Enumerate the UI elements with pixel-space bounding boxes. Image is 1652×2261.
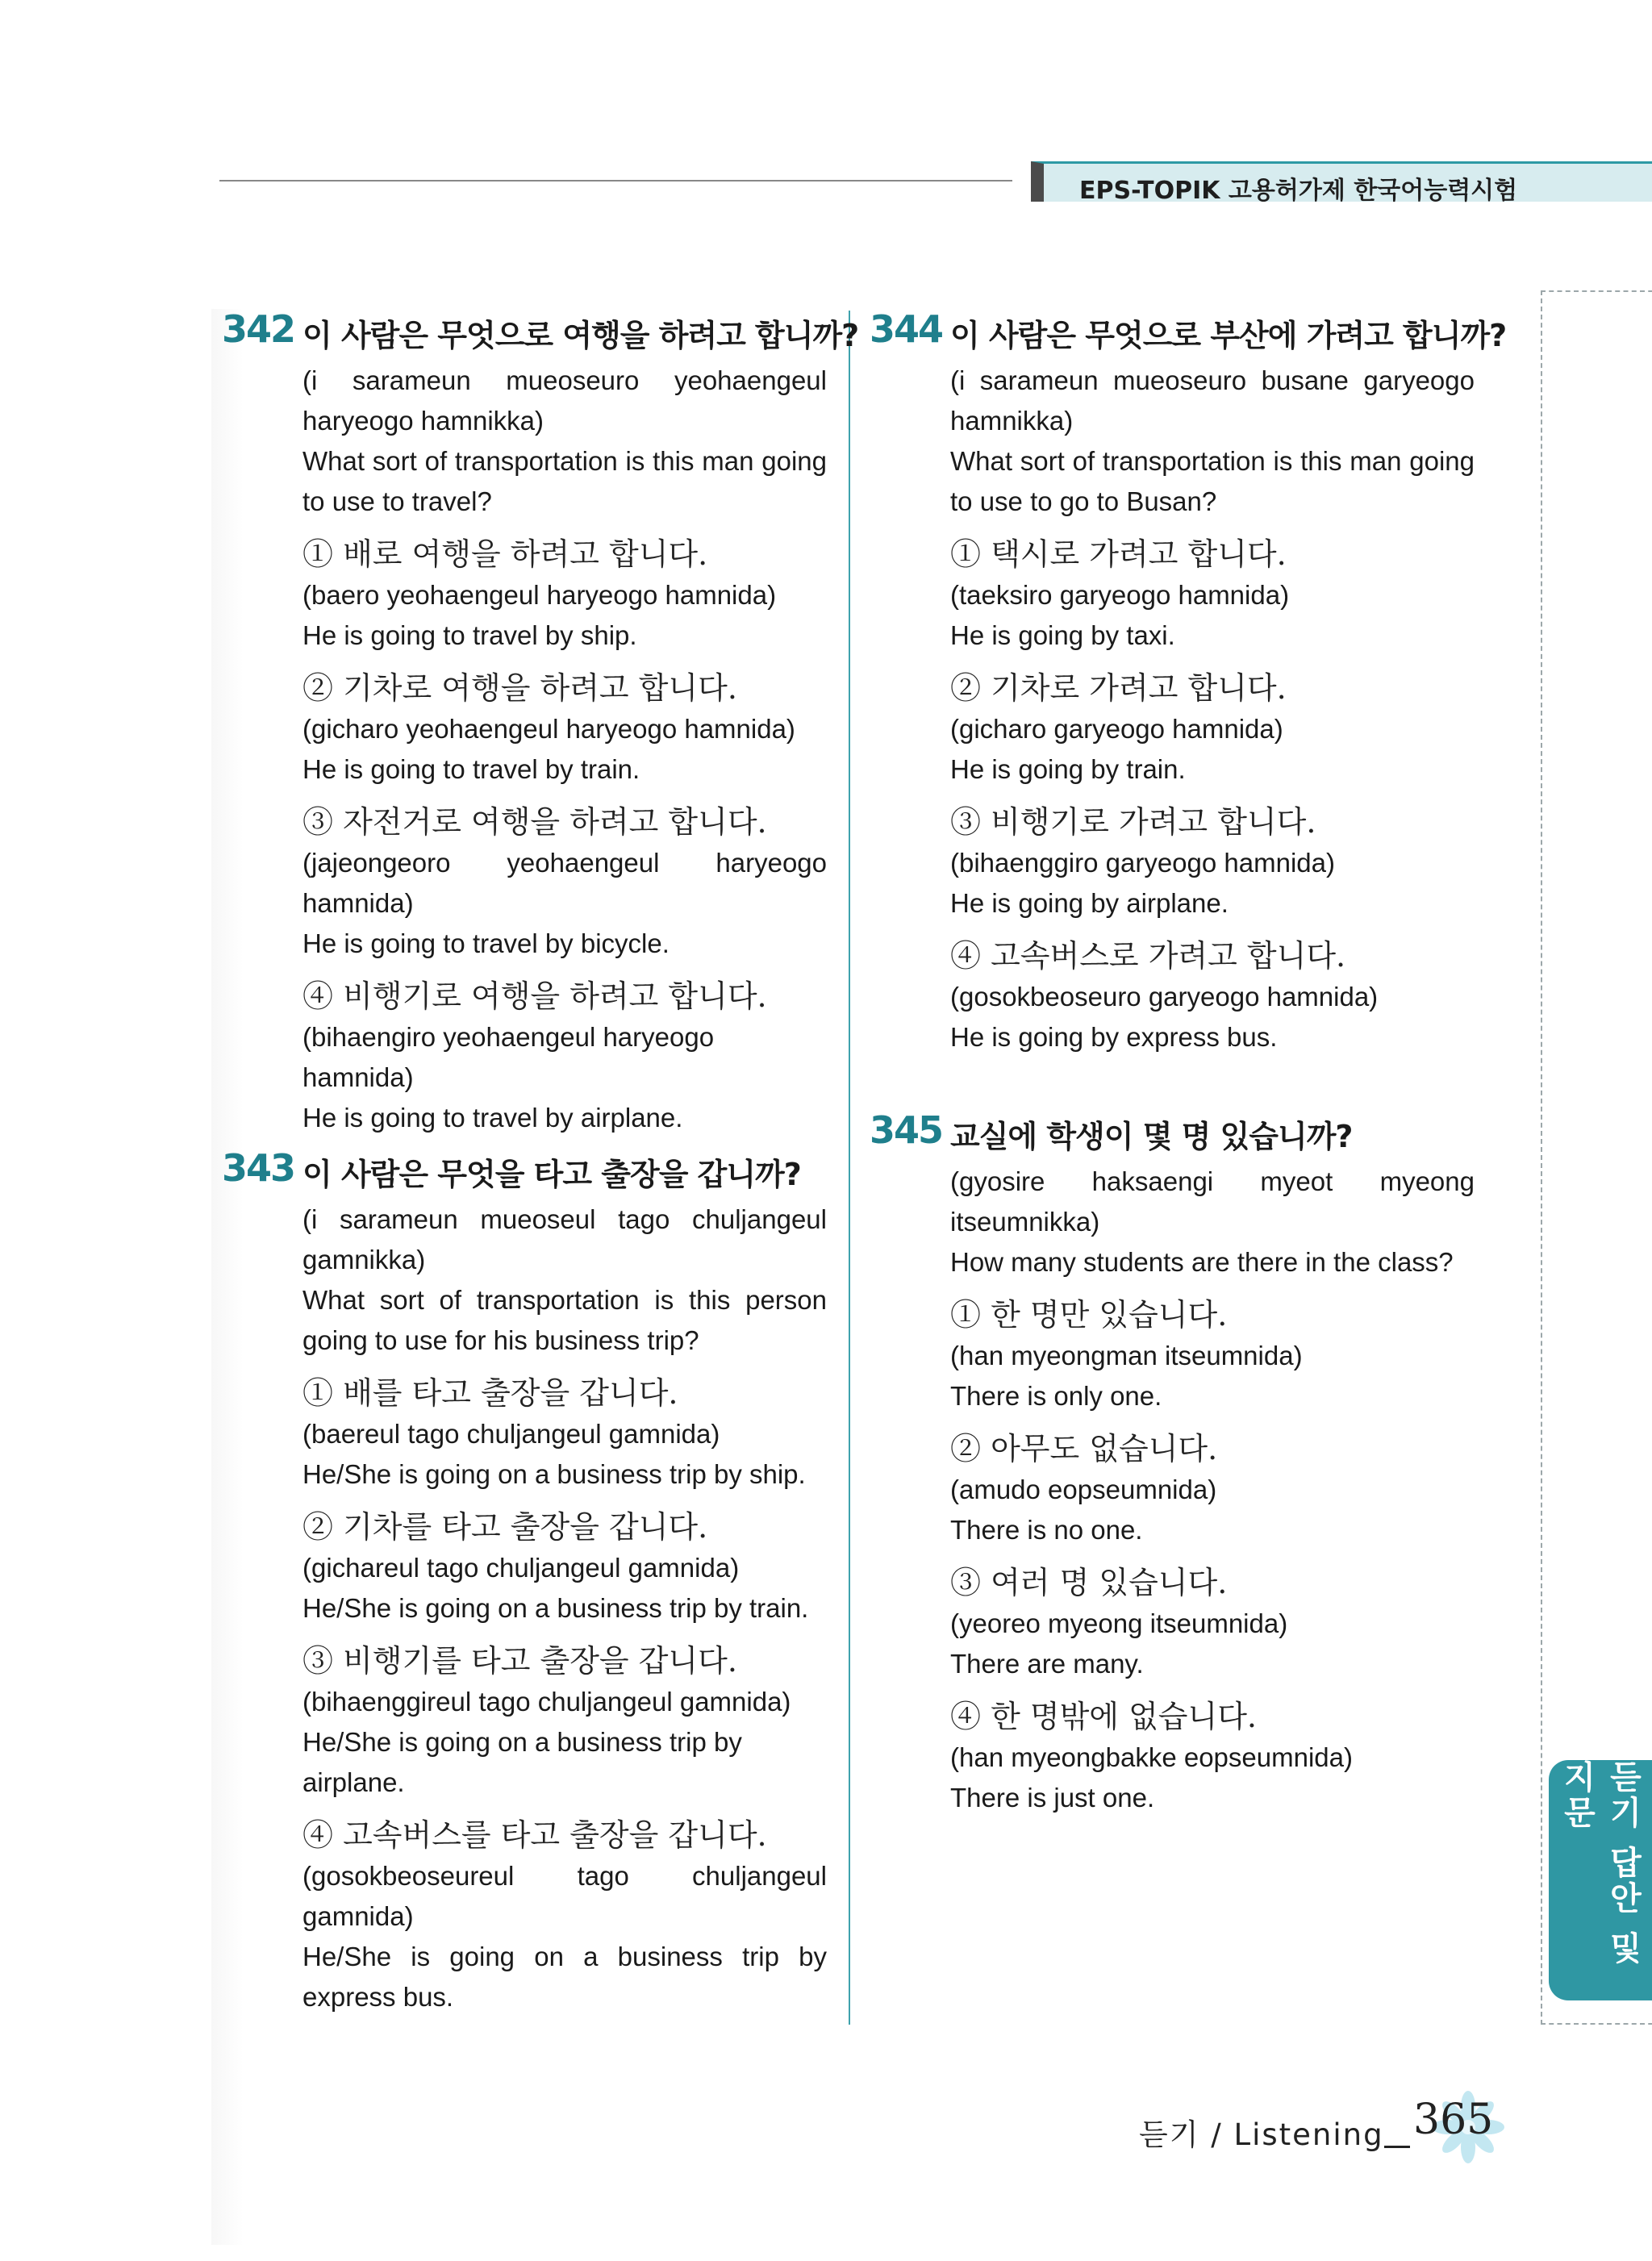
question-number: 343 xyxy=(222,1146,295,1190)
option-text-line: He/She is going on a business trip by airplane. xyxy=(302,1727,742,1797)
question-text-line: (i sarameun mueoseuro busane garyeogo xyxy=(950,365,1475,395)
question-header xyxy=(870,307,1507,361)
option-korean: ④ 한 명밖에 없습니다. xyxy=(950,1699,1257,1734)
answer-option xyxy=(302,1640,827,1803)
question-text-line: (i sarameun mueoseul tago chuljangeul xyxy=(302,1204,827,1234)
option-text-line: He is going by express bus. xyxy=(950,1022,1278,1052)
option-text-line: (yeoreo myeong itseumnida) xyxy=(950,1608,1288,1638)
option-text-line: (gosokbeoseuro garyeogo hamnida) xyxy=(950,982,1379,1012)
answer-option xyxy=(302,801,827,964)
option-text-line: hamnida) xyxy=(302,888,414,918)
answer-option xyxy=(950,801,1475,924)
option-korean: ③ 비행기로 가려고 합니다. xyxy=(950,804,1316,840)
answer-option xyxy=(950,667,1475,790)
question-number: 345 xyxy=(870,1108,943,1152)
option-text-line: He is going to travel by train. xyxy=(302,754,640,784)
question-text-line: (gyosire haksaengi myeot myeong xyxy=(950,1166,1475,1196)
question-text-line: What sort of transportation is this man going xyxy=(950,446,1475,476)
question-text-line: to use to travel? xyxy=(302,486,492,516)
column-divider xyxy=(849,311,850,2025)
option-korean: ① 배를 타고 출장을 갑니다. xyxy=(302,1375,678,1411)
question-korean: 이 사람은 무엇으로 여행을 하려고 합니까? xyxy=(302,318,859,353)
answer-option xyxy=(302,1814,827,2017)
question-text-line: going to use for his business trip? xyxy=(302,1325,699,1355)
question-344 xyxy=(870,307,1507,1057)
option-text-line: He/She is going on a business trip by xyxy=(302,1942,827,1971)
answer-option xyxy=(302,533,827,656)
option-text-line: (gicharo yeohaengeul haryeogo hamnida) xyxy=(302,714,795,744)
answer-option xyxy=(950,1294,1475,1416)
option-text-line: (bihaengiro yeohaengeul haryeogo hamnida) xyxy=(302,1022,715,1092)
option-text-line: He is going to travel by ship. xyxy=(302,620,637,650)
question-text-line: What sort of transportation is this person xyxy=(302,1285,827,1315)
left-column-shade xyxy=(211,309,244,2245)
question-text-line: How many students are there in the class? xyxy=(950,1247,1454,1277)
option-korean: ② 기차로 여행을 하려고 합니다. xyxy=(302,670,737,706)
option-korean: ① 한 명만 있습니다. xyxy=(950,1297,1228,1333)
option-text-line: (amudo eopseumnida) xyxy=(950,1475,1217,1504)
option-text-line: (baereul tago chuljangeul gamnida) xyxy=(302,1419,720,1449)
question-text-line: gamnikka) xyxy=(302,1245,426,1274)
option-text-line: (baero yeohaengeul haryeogo hamnida) xyxy=(302,580,777,610)
option-text-line: There is just one. xyxy=(950,1783,1155,1813)
option-text-line: (gosokbeoseureul tago chuljangeul xyxy=(302,1861,827,1891)
option-text-line: (han myeongbakke eopseumnida) xyxy=(950,1742,1353,1772)
question-text-line: haryeogo hamnikka) xyxy=(302,406,544,436)
option-text-line: (taeksiro garyeogo hamnida) xyxy=(950,580,1290,610)
option-text-line: (bihaenggiro garyeogo hamnida) xyxy=(950,848,1335,878)
option-text-line: He is going by taxi. xyxy=(950,620,1175,650)
header-title: EPS-TOPIK 고용허가제 한국어능력시험 xyxy=(1079,177,1518,205)
option-text-line: He is going by train. xyxy=(950,754,1186,784)
header-tab xyxy=(1031,161,1652,205)
option-korean: ① 택시로 가려고 합니다. xyxy=(950,536,1287,572)
question-text-line: hamnikka) xyxy=(950,406,1074,436)
answer-option xyxy=(950,935,1475,1057)
option-text-line: There is only one. xyxy=(950,1381,1162,1411)
question-text-line: to use to go to Busan? xyxy=(950,486,1217,516)
answer-option xyxy=(302,1506,827,1629)
option-korean: ③ 비행기를 타고 출장을 갑니다. xyxy=(302,1643,737,1679)
question-text-line: (i sarameun mueoseuro yeohaengeul xyxy=(302,365,827,395)
question-text-line: itseumnikka) xyxy=(950,1207,1100,1237)
page-number: 365 xyxy=(1413,2096,1494,2144)
option-korean: ④ 고속버스로 가려고 합니다. xyxy=(950,938,1346,974)
answer-option xyxy=(950,1562,1475,1684)
answer-option xyxy=(950,533,1475,656)
option-text-line: There are many. xyxy=(950,1649,1144,1679)
question-header xyxy=(870,1108,1475,1162)
question-korean: 교실에 학생이 몇 명 있습니까? xyxy=(950,1119,1353,1154)
option-korean: ④ 고속버스를 타고 출장을 갑니다. xyxy=(302,1817,767,1853)
answer-option xyxy=(950,1428,1475,1550)
option-korean: ③ 여러 명 있습니다. xyxy=(950,1565,1228,1600)
option-korean: ② 기차로 가려고 합니다. xyxy=(950,670,1287,706)
side-tab: 듣기 답안 및 지문 xyxy=(1549,1760,1652,2000)
option-text-line: (bihaenggireul tago chuljangeul gamnida) xyxy=(302,1687,791,1717)
option-text-line: (gichareul tago chuljangeul gamnida) xyxy=(302,1553,740,1583)
option-text-line: He is going to travel by airplane. xyxy=(302,1103,683,1133)
option-text-line: gamnida) xyxy=(302,1901,414,1931)
question-345 xyxy=(870,1108,1475,1818)
question-343 xyxy=(222,1146,827,2017)
option-korean: ② 기차를 타고 출장을 갑니다. xyxy=(302,1509,708,1545)
question-header xyxy=(222,307,859,361)
option-korean: ② 아무도 없습니다. xyxy=(950,1431,1218,1466)
option-text-line: He is going by airplane. xyxy=(950,888,1229,918)
question-text-line: What sort of transportation is this man going xyxy=(302,446,827,476)
question-header xyxy=(222,1146,827,1199)
option-text-line: (gicharo garyeogo hamnida) xyxy=(950,714,1283,744)
question-342 xyxy=(222,307,859,1138)
option-text-line: There is no one. xyxy=(950,1515,1143,1545)
option-text-line: He/She is going on a business trip by train. xyxy=(302,1593,809,1623)
answer-option xyxy=(302,1372,827,1495)
option-text-line: express bus. xyxy=(302,1982,454,2012)
footer-section-label: 듣기 / Listening xyxy=(1139,2117,1384,2152)
option-text-line: He/She is going on a business trip by ship. xyxy=(302,1459,806,1489)
page-number-underline xyxy=(1384,2146,1410,2148)
answer-option xyxy=(302,975,827,1138)
question-number: 342 xyxy=(222,307,295,351)
question-korean: 이 사람은 무엇으로 부산에 가려고 합니까? xyxy=(950,318,1507,353)
option-korean: ① 배로 여행을 하려고 합니다. xyxy=(302,536,708,572)
question-number: 344 xyxy=(870,307,943,351)
option-text-line: He is going to travel by bicycle. xyxy=(302,928,670,958)
header-rule xyxy=(219,180,1012,181)
option-korean: ④ 비행기로 여행을 하려고 합니다. xyxy=(302,978,767,1014)
question-korean: 이 사람은 무엇을 타고 출장을 갑니까? xyxy=(302,1157,801,1192)
answer-option xyxy=(950,1696,1475,1818)
option-text-line: (jajeongeoro yeohaengeul haryeogo xyxy=(302,848,827,878)
answer-option xyxy=(302,667,827,790)
option-text-line: (han myeongman itseumnida) xyxy=(950,1341,1303,1370)
option-korean: ③ 자전거로 여행을 하려고 합니다. xyxy=(302,804,767,840)
